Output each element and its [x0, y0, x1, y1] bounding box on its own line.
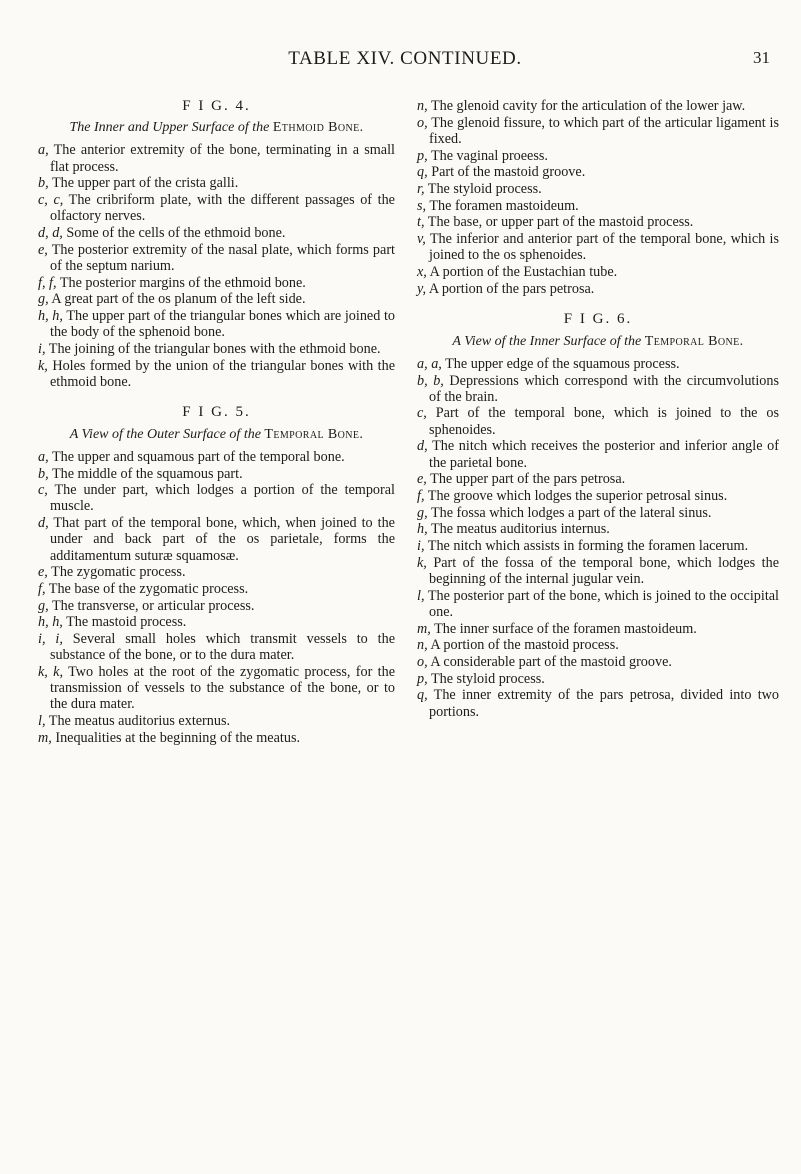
legend-key: k,: [417, 554, 427, 571]
legend-key: e,: [38, 241, 48, 258]
legend-text: Some of the cells of the ethmoid bone.: [66, 224, 286, 241]
legend-key: c,: [38, 482, 48, 499]
legend-item: [417, 148, 779, 164]
legend-text: Holes formed by the union of the triangular bones with the ethmoid bone.: [50, 357, 395, 390]
legend-key: q,: [417, 164, 428, 181]
legend-item: [38, 449, 395, 465]
legend-key: c, c,: [38, 192, 64, 209]
legend-item: [417, 373, 779, 405]
legend-item: [38, 664, 395, 713]
legend-key: l,: [417, 587, 425, 604]
right-column: [417, 98, 779, 720]
legend-key: e,: [38, 564, 48, 581]
legend-item: [417, 264, 779, 280]
fig5-subtitle: [38, 427, 395, 443]
fig5-legend-continued: [417, 98, 779, 297]
fig5-subtitle-bone: Temporal Bone.: [264, 426, 364, 442]
legend-text: The mastoid process.: [66, 614, 187, 631]
legend-text: Inequalities at the beginning of the meatus.: [55, 729, 301, 746]
legend-item: [38, 713, 395, 729]
fig4-section: [38, 98, 395, 390]
legend-item: [38, 142, 395, 174]
left-column: [38, 98, 395, 747]
legend-text: A portion of the pars petrosa.: [428, 280, 595, 297]
legend-key: p,: [417, 670, 428, 687]
legend-item: [38, 730, 395, 746]
legend-text: The nitch which receives the posterior and inferior angle of the parietal bone.: [429, 438, 779, 471]
legend-key: a, a,: [417, 355, 442, 372]
legend-text: The foramen mastoideum.: [429, 197, 579, 214]
legend-item: [417, 115, 779, 147]
legend-text: Depressions which correspond with the circumvolutions of the brain.: [429, 372, 780, 405]
legend-item: [417, 198, 779, 214]
legend-key: d,: [417, 438, 428, 455]
legend-item: [417, 214, 779, 230]
legend-item: [38, 598, 395, 614]
legend-key: h,: [417, 521, 428, 538]
legend-key: d, d,: [38, 224, 63, 241]
page-header: [40, 44, 770, 72]
legend-item: [417, 471, 779, 487]
legend-item: [417, 621, 779, 637]
legend-text: The upper part of the pars petrosa.: [430, 471, 626, 488]
legend-key: a,: [38, 142, 49, 159]
legend-key: i, i,: [38, 631, 63, 648]
legend-text: The joining of the triangular bones with the ethmoid bone.: [48, 340, 381, 357]
legend-text: The posterior part of the bone, which is joined to the occipital one.: [427, 587, 779, 620]
legend-text: The anterior extremity of the bone, terminating in a small flat process.: [50, 142, 395, 175]
legend-text: The styloid process.: [430, 670, 545, 687]
legend-item: [417, 687, 779, 719]
legend-key: i,: [38, 340, 46, 357]
fig6-title: F I G. 6.: [563, 311, 633, 328]
legend-item: [417, 98, 779, 114]
legend-key: a,: [38, 448, 49, 465]
legend-key: o,: [417, 654, 428, 670]
legend-item: [417, 521, 779, 537]
legend-text: The upper and squamous part of the temporal bone.: [51, 448, 345, 465]
legend-item: [38, 466, 395, 482]
legend-key: g,: [38, 291, 49, 308]
fig5-title: F I G. 5.: [182, 404, 251, 421]
legend-text: The glenoid cavity for the articulation of the lower jaw.: [430, 98, 746, 114]
legend-text: Two holes at the root of the zygomatic process, for the transmission of vessels to the substance of the bone, or to the dura mater.: [50, 664, 395, 713]
legend-item: [38, 358, 395, 390]
legend-text: Part of the temporal bone, which is joined to the os sphenoides.: [429, 405, 780, 438]
legend-item: [38, 192, 395, 224]
legend-item: [38, 581, 395, 597]
legend-text: A great part of the os planum of the left side.: [51, 291, 306, 308]
fig5-section: [38, 404, 395, 746]
legend-text: The posterior margins of the ethmoid bone.: [59, 274, 306, 291]
legend-text: A portion of the Eustachian tube.: [429, 264, 618, 281]
page-number: 31: [753, 48, 770, 67]
legend-item: [38, 631, 395, 663]
fig5-subtitle-text: A View of the Outer Surface of the: [69, 426, 261, 442]
legend-item: [417, 405, 779, 437]
legend-text: A portion of the mastoid process.: [430, 637, 619, 654]
legend-key: f,: [38, 580, 46, 597]
legend-text: The upper part of the triangular bones which are joined to the body of the sphenoid bone.: [50, 307, 395, 341]
legend-key: b, b,: [417, 372, 444, 389]
legend-key: o,: [417, 114, 428, 131]
legend-text: The meatus auditorius internus.: [430, 521, 610, 538]
fig6-section: [417, 311, 779, 719]
legend-key: t,: [417, 214, 425, 231]
legend-text: The transverse, or articular process.: [51, 597, 255, 614]
legend-item: [417, 588, 779, 620]
legend-text: The base of the zygomatic process.: [48, 580, 249, 597]
legend-item: [417, 231, 779, 263]
legend-key: b,: [38, 465, 49, 482]
legend-key: m,: [38, 729, 52, 746]
legend-key: g,: [38, 597, 49, 614]
legend-key: i,: [417, 538, 425, 555]
legend-key: v,: [417, 231, 426, 248]
legend-key: p,: [417, 147, 428, 164]
legend-item: [417, 488, 779, 504]
legend-text: The meatus auditorius externus.: [48, 713, 231, 730]
legend-item: [417, 181, 779, 197]
legend-text: Several small holes which transmit vessels to the substance of the bone, or to the dura mater.: [50, 631, 395, 664]
legend-text: The middle of the squamous part.: [51, 465, 243, 482]
legend-key: f,: [417, 487, 425, 504]
legend-item: [38, 175, 395, 191]
legend-key: d,: [38, 515, 49, 532]
legend-text: Part of the mastoid groove.: [431, 164, 586, 181]
legend-item: [417, 637, 779, 653]
legend-key: l,: [38, 713, 46, 730]
fig6-subtitle-text: A View of the Inner Surface of the: [452, 333, 642, 349]
legend-key: m,: [417, 620, 431, 637]
legend-item: [38, 515, 395, 564]
legend-text: The styloid process.: [427, 181, 542, 198]
legend-item: [417, 671, 779, 687]
legend-text: The vaginal proeess.: [430, 147, 548, 164]
legend-text: The fossa which lodges a part of the lateral sinus.: [430, 504, 712, 521]
legend-text: The base, or upper part of the mastoid process.: [427, 214, 694, 231]
fig5-legend: [38, 449, 395, 746]
fig4-subtitle-bone: Ethmoid Bone.: [272, 120, 364, 136]
fig4-subtitle: [38, 120, 395, 136]
legend-item: [38, 341, 395, 357]
legend-item: [38, 275, 395, 291]
legend-key: s,: [417, 197, 427, 214]
legend-item: [38, 225, 395, 241]
legend-item: [417, 654, 779, 670]
legend-key: h, h,: [38, 307, 63, 324]
legend-item: [38, 614, 395, 630]
legend-text: The inner extremity of the pars petrosa, divided into two portions.: [429, 687, 779, 720]
legend-key: q,: [417, 687, 428, 704]
legend-text: The cribriform plate, with the different passages of the olfactory nerves.: [50, 192, 395, 225]
legend-key: n,: [417, 637, 428, 654]
legend-text: The under part, which lodges a portion of the temporal muscle.: [50, 482, 395, 515]
legend-item: [38, 482, 395, 514]
legend-key: y,: [417, 280, 427, 297]
legend-item: [417, 438, 779, 470]
fig6-subtitle: [417, 334, 779, 350]
legend-item: [417, 356, 779, 372]
legend-item: [417, 555, 779, 587]
legend-text: The upper part of the crista galli.: [51, 175, 239, 192]
legend-text: A considerable part of the mastoid groove.: [430, 654, 672, 670]
legend-text: The groove which lodges the superior petrosal sinus.: [427, 487, 728, 504]
legend-text: The inner surface of the foramen mastoideum.: [434, 620, 697, 637]
fig6-subtitle-bone: Temporal Bone.: [644, 333, 744, 349]
legend-key: f, f,: [38, 274, 57, 291]
legend-item: [417, 164, 779, 180]
legend-item: [38, 564, 395, 580]
legend-text: That part of the temporal bone, which, when joined to the under and back part of the os parietale, forms the additamentum suturæ squamosæ.: [50, 515, 395, 564]
legend-text: The glenoid fissure, to which part of the articular ligament is fixed.: [429, 114, 779, 147]
legend-text: The posterior extremity of the nasal plate, which forms part of the septum narium.: [50, 241, 395, 274]
legend-item: [38, 242, 395, 274]
fig6-legend: [417, 356, 779, 720]
legend-text: The upper edge of the squamous process.: [445, 355, 680, 372]
legend-key: n,: [417, 98, 428, 114]
legend-key: x,: [417, 264, 427, 281]
legend-key: h, h,: [38, 614, 63, 631]
legend-text: The nitch which assists in forming the foramen lacerum.: [427, 538, 749, 555]
legend-item: [38, 308, 395, 340]
legend-text: The zygomatic process.: [51, 564, 186, 581]
legend-key: e,: [417, 471, 427, 488]
legend-key: g,: [417, 504, 428, 521]
legend-item: [417, 281, 779, 297]
legend-key: c,: [417, 405, 427, 422]
legend-text: Part of the fossa of the temporal bone, which lodges the beginning of the internal jugular vein.: [429, 554, 779, 587]
fig4-title: F I G. 4.: [182, 98, 251, 114]
page-title: TABLE XIV. CONTINUED.: [288, 48, 522, 69]
legend-item: [417, 538, 779, 554]
legend-text: The inferior and anterior part of the temporal bone, which is joined to the os sphenoides.: [429, 231, 780, 264]
legend-key: k,: [38, 357, 48, 374]
legend-key: k, k,: [38, 664, 64, 680]
legend-key: r,: [417, 181, 425, 198]
fig4-subtitle-text: The Inner and Upper Surface of the: [69, 120, 270, 136]
legend-key: b,: [38, 175, 49, 192]
legend-item: [38, 291, 395, 307]
fig4-legend: [38, 142, 395, 390]
legend-item: [417, 505, 779, 521]
